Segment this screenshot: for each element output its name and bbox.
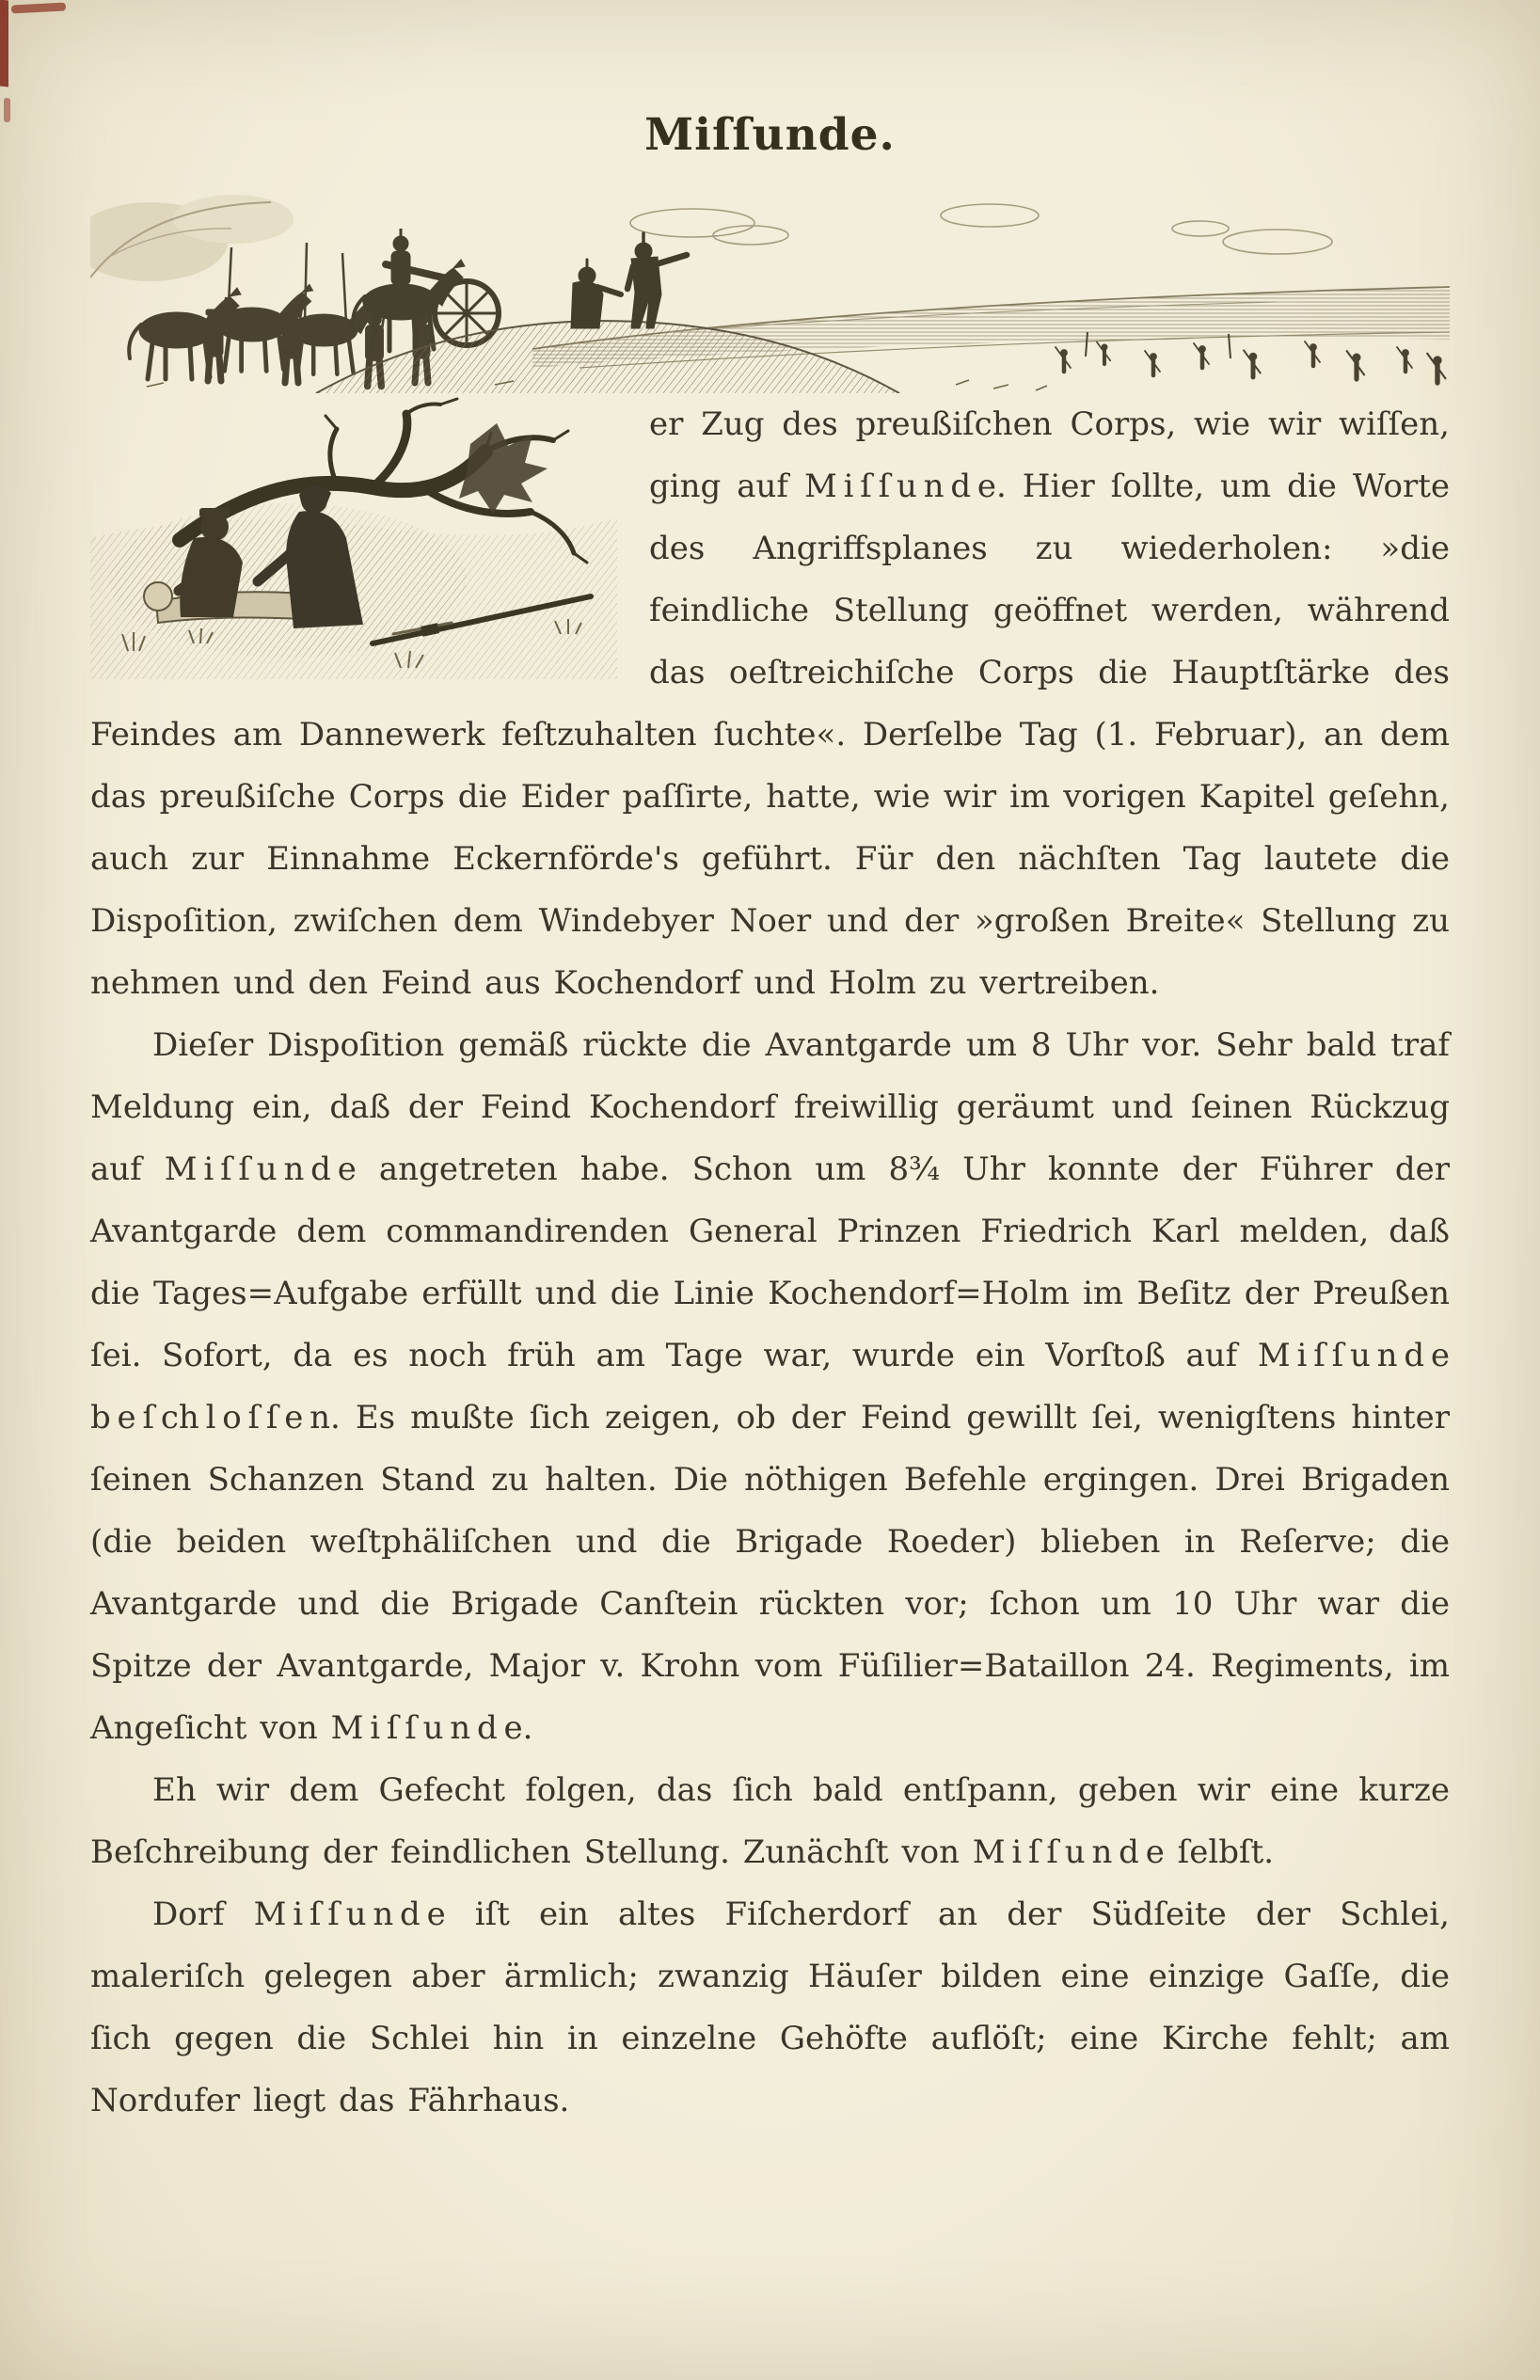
- battle-engraving-panorama: [90, 191, 1450, 393]
- picket-soldiers: [571, 233, 687, 328]
- scan-artifact-red: [0, 0, 8, 87]
- battle-engraving-foreground: [90, 397, 617, 679]
- page-content: [90, 0, 1450, 2132]
- scan-artifact-red: [11, 2, 66, 13]
- paragraph-transition: Eh wir dem Gefecht folgen, das ſich bald entſpann, geben wir eine kurze Beſchreibung der feindlichen Stellung. Zunächſt von M i ſ ſ u n d e ſelbſt.: [90, 1771, 1450, 1871]
- scan-artifact-red: [4, 98, 10, 122]
- clouds: [630, 204, 1332, 254]
- paragraph-advance: Dieſer Dispoſition gemäß rückte die Avantgarde um 8 Uhr vor. Sehr bald traf Meldung ein, daß der Feind Kochendorf freiwillig geräumt und ſeinen Rückzug auf M i ſ ſ u n d e angetreten habe. Schon um 8¾ Uhr konnte der Führer der Avantgarde dem commandirenden General Prinzen Friedrich Karl melden, daß die Tages=Aufgabe erfüllt und die Linie Kochendorf=Holm im Beſitz der Preußen ſei. Sofort, da es noch früh am Tage war, wurde ein Vorſtoß auf M i ſ ſ u n d e b e ſ ch l o ſ ſ e n. Es mußte ſich zeigen, ob der Feind gewillt ſei, wenigſtens hinter ſeinen Schanzen Stand zu halten. Die nöthigen Befehle ergingen. Drei Brigaden (die beiden weſtphäliſchen und die Brigade Roeder) blieben in Reſerve; die Avantgarde und die Brigade Canſtein rückten vor; ſchon um 10 Uhr war die Spitze der Avantgarde, Major v. Krohn vom Füſilier=Bataillon 24. Regiments, im Angeſicht von M i ſ ſ u n d e.: [90, 1026, 1450, 1747]
- page-title: Miſſunde.: [644, 109, 896, 161]
- gun-smoke: [90, 195, 294, 281]
- paragraph-opening: er Zug des preußiſchen Corps, wie wir wiſſen, ging auf M i ſ ſ u n d e. Hier ſollte, um die Worte des Angriffsplanes zu wiederholen: »die feindliche Stellung geöffnet werden, während das oeſtreichiſche Corps die Hauptſtärke des Feindes am Dannewerk feſtzuhalten ſuchte«. Derſelbe Tag (1. Februar), an dem das preußiſche Corps die Eider paſſirte, hatte, wie wir im vorigen Kapitel geſehn, auch zur Einnahme Eckernförde's geführt. Für den nächſten Tag lautete die Dispoſition, zwiſchen dem Windebyer Noer und der »großen Breite« Stellung zu nehmen und den Feind aus Kochendorf und Holm zu vertreiben.: [90, 405, 1450, 1002]
- paragraph-village-description: Dorf M i ſ ſ u n d e iſt ein altes Fiſcherdorf an der Südſeite der Schlei, maleriſch gelegen aber ärmlich; zwanzig Häuſer bilden eine einzige Gaſſe, die ſich gegen die Schlei hin in einzelne Gehöfte auflöſt; eine Kirche fehlt; am Nordufer liegt das Fährhaus.: [90, 1896, 1450, 2119]
